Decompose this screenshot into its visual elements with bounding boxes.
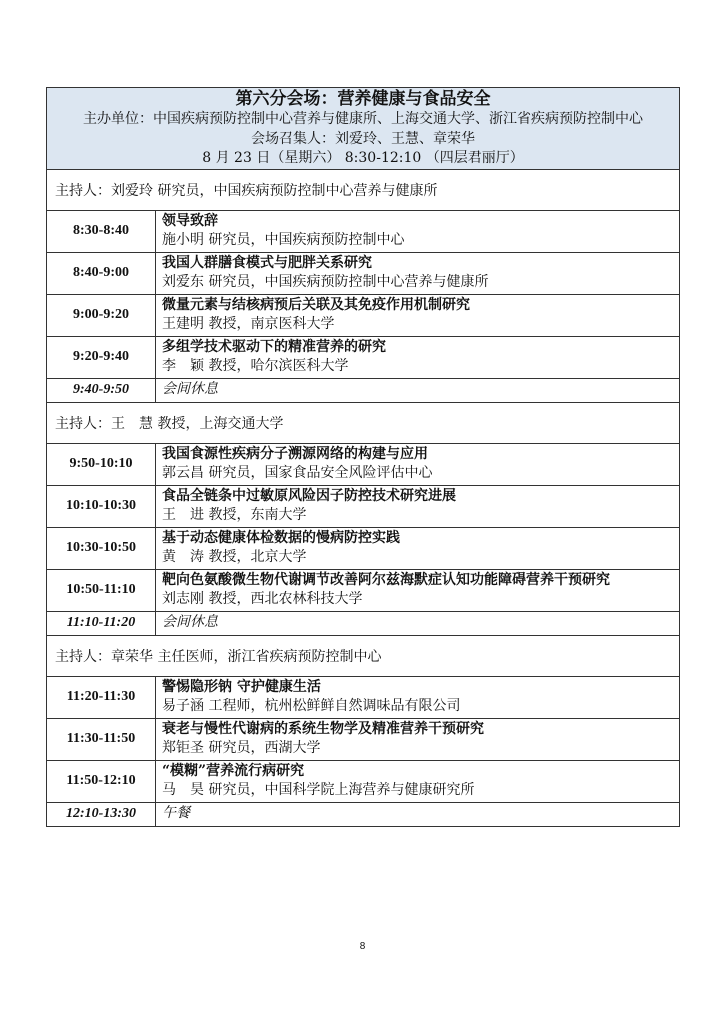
talk-title: 食品全链条中过敏原风险因子防控技术研究进展 — [162, 487, 456, 504]
host-text: 主持人：刘爱玲 研究员，中国疾病预防控制中心营养与健康所 — [47, 169, 680, 210]
talk-row — [47, 569, 680, 611]
talk-speaker: 黄 涛 教授，北京大学 — [162, 549, 307, 565]
page-number: 8 — [359, 941, 366, 952]
host-row — [47, 169, 680, 210]
host-text: 主持人：王 慧 教授，上海交通大学 — [47, 402, 680, 443]
talk-title: 靶向色氨酸微生物代谢调节改善阿尔兹海默症认知功能障碍营养干预研究 — [162, 571, 610, 588]
talk-title: 多组学技术驱动下的精准营养的研究 — [162, 338, 386, 355]
talk-row — [47, 336, 680, 378]
talk-row — [47, 294, 680, 336]
break-label: 午餐 — [156, 802, 680, 826]
talk-time: 9:00-9:20 — [47, 294, 156, 336]
talk-time: 10:30-10:50 — [47, 527, 156, 569]
conveners: 会场召集人：刘爱玲、王慧、章荣华 — [251, 130, 475, 147]
talk-row — [47, 527, 680, 569]
break-row — [47, 802, 680, 826]
host-row — [47, 402, 680, 443]
talk-time: 10:50-11:10 — [47, 569, 156, 611]
agenda-table — [46, 87, 680, 827]
talk-time: 11:20-11:30 — [47, 676, 156, 718]
talk-title: 警惕隐形钠 守护健康生活 — [162, 678, 321, 695]
talk-row — [47, 210, 680, 252]
break-time: 9:40-9:50 — [47, 378, 156, 402]
break-time: 11:10-11:20 — [47, 611, 156, 635]
talk-title: 领导致辞 — [162, 212, 218, 229]
break-row — [47, 611, 680, 635]
talk-speaker: 施小明 研究员，中国疾病预防控制中心 — [162, 232, 405, 248]
header-row — [47, 88, 680, 170]
talk-title: 衰老与慢性代谢病的系统生物学及精准营养干预研究 — [162, 720, 484, 737]
break-row — [47, 378, 680, 402]
talk-speaker: 王建明 教授，南京医科大学 — [162, 316, 335, 332]
talk-row — [47, 252, 680, 294]
talk-title: “模糊”营养流行病研究 — [162, 762, 305, 779]
talk-title: 我国人群膳食模式与肥胖关系研究 — [162, 254, 372, 271]
session-title: 第六分会场：营养健康与食品安全 — [235, 89, 491, 109]
talk-time: 8:30-8:40 — [47, 210, 156, 252]
talk-speaker: 郑钜圣 研究员，西湖大学 — [162, 740, 321, 756]
talk-time: 10:10-10:30 — [47, 485, 156, 527]
host-row — [47, 635, 680, 676]
organizers: 主办单位：中国疾病预防控制中心营养与健康所、上海交通大学、浙江省疾病预防控制中心 — [83, 111, 643, 127]
talk-speaker: 郭云昌 研究员，国家食品安全风险评估中心 — [162, 465, 433, 481]
host-text: 主持人：章荣华 主任医师，浙江省疾病预防控制中心 — [47, 635, 680, 676]
break-label: 会间休息 — [156, 378, 680, 402]
session-datetime: 8 月 23 日（星期六） 8:30-12:10 （四层君丽厅） — [202, 150, 524, 166]
talk-speaker: 李 颖 教授，哈尔滨医科大学 — [162, 358, 349, 374]
talk-title: 微量元素与结核病预后关联及其免疫作用机制研究 — [162, 296, 470, 313]
talk-speaker: 刘爱东 研究员，中国疾病预防控制中心营养与健康所 — [162, 274, 489, 290]
talk-row — [47, 676, 680, 718]
talk-title: 基于动态健康体检数据的慢病防控实践 — [162, 529, 400, 546]
talk-time: 9:50-10:10 — [47, 443, 156, 485]
talk-row — [47, 760, 680, 802]
break-time: 12:10-13:30 — [47, 802, 156, 826]
talk-time: 11:30-11:50 — [47, 718, 156, 760]
talk-time: 8:40-9:00 — [47, 252, 156, 294]
talk-title: 我国食源性疾病分子溯源网络的构建与应用 — [162, 445, 428, 462]
talk-row — [47, 718, 680, 760]
talk-speaker: 马 昊 研究员，中国科学院上海营养与健康研究所 — [162, 782, 475, 798]
talk-time: 9:20-9:40 — [47, 336, 156, 378]
talk-speaker: 王 进 教授，东南大学 — [162, 507, 307, 523]
talk-speaker: 刘志刚 教授，西北农林科技大学 — [162, 591, 363, 607]
talk-row — [47, 443, 680, 485]
talk-row — [47, 485, 680, 527]
break-label: 会间休息 — [156, 611, 680, 635]
talk-time: 11:50-12:10 — [47, 760, 156, 802]
talk-speaker: 易子涵 工程师，杭州松鲜鲜自然调味品有限公司 — [162, 698, 461, 714]
